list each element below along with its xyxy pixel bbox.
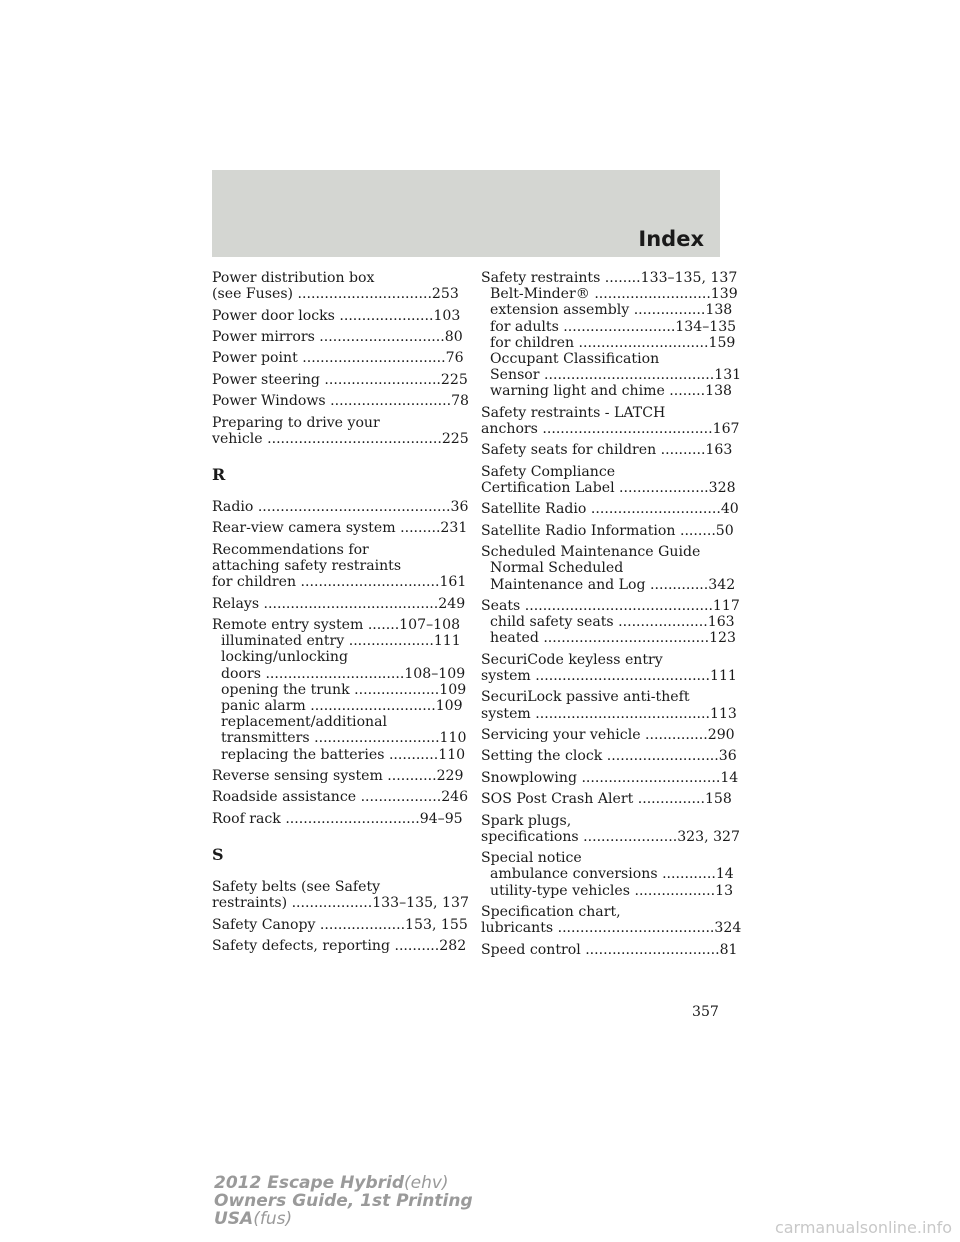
index-entry <box>481 501 739 518</box>
index-entry-line: anchors ......................................167 <box>481 421 740 438</box>
index-entry <box>481 463 736 496</box>
index-subentry-line: Occupant Classification <box>490 351 660 368</box>
index-entry <box>212 595 466 612</box>
index-entry <box>212 520 468 537</box>
index-subentry-line: Normal Scheduled <box>490 560 624 577</box>
index-entry-line: Safety Compliance <box>481 463 616 480</box>
index-entry-line: Power distribution box <box>212 270 375 286</box>
index-entry-line: SecuriLock passive anti-theft <box>481 689 690 706</box>
index-subentry-line: replacing the batteries ...........110 <box>221 746 466 763</box>
index-entry-line: Safety restraints ........133–135, 137 <box>481 270 738 286</box>
section-letter: S <box>212 844 224 864</box>
index-subentry-line: panic alarm ............................109 <box>221 697 463 714</box>
index-subentry-line: doors ...............................108–109 <box>221 665 466 682</box>
index-entry <box>212 498 469 515</box>
index-entry-line: Servicing your vehicle ..............290 <box>481 726 735 743</box>
index-entry-line: Preparing to drive your <box>212 414 380 431</box>
index-entry-line: restraints) ..................133–135, 137 <box>212 895 469 912</box>
index-entry-line: Specification chart, <box>481 903 621 920</box>
index-subentry-line: utility-type vehicles ..................13 <box>490 882 734 899</box>
index-subentry-line: warning light and chime ........138 <box>490 383 733 400</box>
footer-market-code: (fus) <box>253 1209 293 1229</box>
index-subentry-line: Maintenance and Log .............342 <box>490 576 736 593</box>
footer-model: 2012 Escape Hybrid <box>214 1173 404 1193</box>
index-entry <box>481 850 734 899</box>
index-subentry-line: for adults .........................134–135 <box>490 318 737 335</box>
index-entry-line: Power point ................................76 <box>212 350 464 367</box>
index-entry <box>212 767 464 784</box>
index-entry-line: Reverse sensing system ...........229 <box>212 767 464 784</box>
index-entry-line: system .......................................113 <box>481 705 737 722</box>
index-subentry-line: extension assembly ................138 <box>490 302 733 319</box>
index-entry <box>212 270 459 303</box>
index-entry <box>481 651 737 684</box>
index-entry <box>212 350 464 367</box>
index-entry-line: for children ...............................161 <box>212 574 467 591</box>
index-entry-line: Seats ..........................................117 <box>481 597 740 614</box>
index-entry <box>481 404 740 438</box>
index-subentry-line: illuminated entry ...................111 <box>221 633 461 650</box>
index-entry <box>481 769 739 786</box>
index-entry-line: Certification Label ....................328 <box>481 480 736 496</box>
index-entry <box>481 791 732 808</box>
index-entry <box>212 616 467 763</box>
index-entry-line: Roadside assistance ..................246 <box>212 789 469 806</box>
index-entry-line: Safety belts (see Safety <box>212 878 381 895</box>
index-subentry-line: Belt-Minder® ..........................139 <box>490 286 738 303</box>
index-entry <box>212 789 469 806</box>
index-entry <box>481 544 736 593</box>
footer-market: USA <box>214 1209 254 1229</box>
index-subentry-line: child safety seats ....................163 <box>490 614 735 631</box>
index-entry <box>481 812 740 845</box>
index-entry-line: Setting the clock .........................36 <box>481 748 737 765</box>
index-entry-line: Power Windows ...........................78 <box>212 393 470 410</box>
footer-model-code: (ehv) <box>404 1173 449 1193</box>
footer-line-2: Owners Guide, 1st Printing <box>214 1191 473 1211</box>
index-entry <box>481 941 738 958</box>
index-entry <box>212 328 463 345</box>
index-entry-line: Remote entry system .......107–108 <box>212 616 461 633</box>
index-entry <box>212 916 468 933</box>
index-entry-line: specifications .....................323, 327 <box>481 828 740 845</box>
section-title: Index <box>638 227 704 251</box>
index-entry-line: Power mirrors ............................80 <box>212 328 463 345</box>
index-subentry-line: opening the trunk ...................109 <box>221 681 467 698</box>
index-entry <box>481 726 735 743</box>
index-entry <box>481 522 734 539</box>
index-entry <box>481 689 737 722</box>
index-entry-line: attaching safety restraints <box>212 557 402 574</box>
index-entry-line: Safety restraints - LATCH <box>481 404 666 421</box>
index-entry-line: Relays .......................................249 <box>212 595 466 612</box>
index-subentry-line: Sensor ......................................131 <box>490 367 742 384</box>
index-entry-line: system .......................................111 <box>481 667 737 684</box>
watermark: carmanualsonline.info <box>774 1218 952 1237</box>
index-entry <box>481 748 737 765</box>
index-entry <box>481 597 740 647</box>
index-entry <box>481 903 742 937</box>
footer-line-1 <box>214 1174 473 1192</box>
index-entry <box>212 307 461 324</box>
index-entry <box>212 810 463 827</box>
index-column-right <box>481 270 742 963</box>
index-entry-line: vehicle .......................................225 <box>212 430 469 447</box>
index-entry-line: Radio ...........................................36 <box>212 498 469 515</box>
index-entry <box>212 878 469 912</box>
index-entry <box>212 371 468 388</box>
index-entry-line: Satellite Radio Information ........50 <box>481 522 734 539</box>
index-entry-line: Special notice <box>481 850 582 867</box>
index-column-left <box>212 270 470 959</box>
index-entry-line: Scheduled Maintenance Guide <box>481 544 701 561</box>
index-entry <box>481 270 742 400</box>
index-subentry-line: ambulance conversions ............14 <box>490 866 734 883</box>
index-entry-line: Safety Canopy ...................153, 155 <box>212 916 468 933</box>
index-entry-line: SOS Post Crash Alert ...............158 <box>481 791 732 808</box>
index-entry-line: Safety seats for children ..........163 <box>481 442 733 459</box>
index-entry-line: SecuriCode keyless entry <box>481 651 663 668</box>
index-subentry-line: transmitters ............................110 <box>221 730 467 747</box>
index-entry-line: Spark plugs, <box>481 812 572 829</box>
index-entry-line: Safety defects, reporting ..........282 <box>212 937 467 954</box>
index-entry-line: Snowplowing ...............................14 <box>481 769 739 786</box>
index-entry-line: lubricants ...................................324 <box>481 920 742 937</box>
index-subentry-line: heated .....................................123 <box>490 630 736 647</box>
index-entry-line: Power steering ..........................225 <box>212 371 468 388</box>
index-entry <box>212 541 467 591</box>
header-band <box>212 170 720 257</box>
index-entry-line: Recommendations for <box>212 541 369 558</box>
index-subentry-line: replacement/additional <box>221 714 388 731</box>
index-entry-line: (see Fuses) ..............................253 <box>212 286 459 303</box>
index-entry-line: Roof rack ..............................94–95 <box>212 810 463 827</box>
index-entry <box>212 393 470 410</box>
index-entry-line: Satellite Radio .............................40 <box>481 501 739 518</box>
index-entry-line: Rear-view camera system .........231 <box>212 520 468 537</box>
index-subentry-line: for children .............................159 <box>490 334 736 351</box>
index-entry <box>481 442 733 459</box>
index-subentry-line: locking/unlocking <box>221 649 348 666</box>
index-entry <box>212 414 469 447</box>
page-number: 357 <box>692 1004 719 1020</box>
index-entry-line: Speed control ..............................81 <box>481 941 738 958</box>
index-entry-line: Power door locks .....................103 <box>212 307 461 324</box>
index-entry <box>212 937 467 954</box>
section-letter: R <box>212 464 226 484</box>
